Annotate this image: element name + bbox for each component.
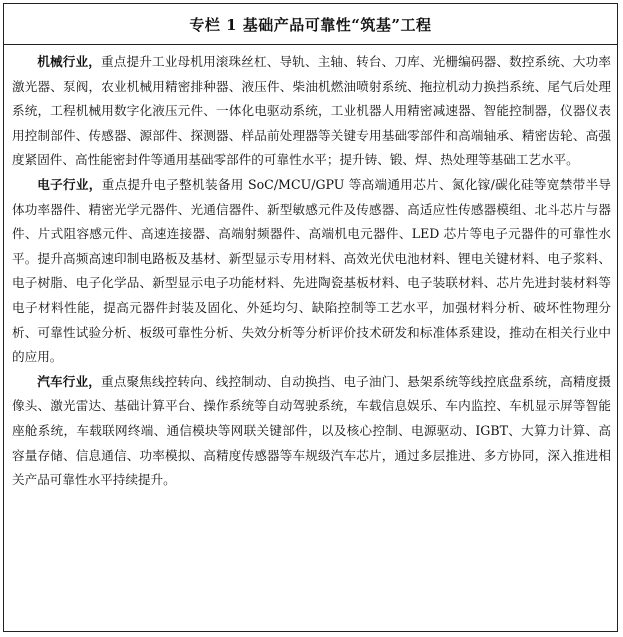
- section-electronics: [12, 173, 611, 370]
- feature-box: [3, 3, 618, 632]
- section-lead: 机械行业，: [37, 54, 101, 69]
- section-mechanical: [12, 50, 611, 173]
- section-text: 重点聚焦线控转向、线控制动、自动换挡、电子油门、悬架系统等线控底盘系统，高精度摄像头、激光雷达、基础计算平台、操作系统等自动驾驶系统，车载信息娱乐、车内监控、车机显示屏等智能座舱系统，车载联网终端、通信模块等网联关键部件，以及核心控制、电源驱动、IGBT、大算力计算、高容量存储、信息通信、功率模拟、高精度传感器等车规级汽车芯片，通过多层推进、多方协同，深入推进相关产品可靠性水平持续提升。: [12, 373, 612, 488]
- box-title: 专栏 1 基础产品可靠性“筑基”工程: [4, 4, 617, 45]
- section-automotive: [12, 370, 611, 493]
- section-lead: 电子行业，: [37, 176, 102, 192]
- section-text: 重点提升工业母机用滚珠丝杠、导轨、主轴、转台、刀库、光栅编码器、数控系统、大功率激光器、泵阀，农业机械用精密排种器、液压件、柴油机燃油喷射系统、拖拉机动力换挡系统、尾气后处理系统，工程机械用数字化液压元件、一体化电驱动系统，工业机器人用精密减速器、智能控制器，仪器仪表用控制部件、传感器、源部件、探测器、样品前处理器等关键专用基础零部件和高端轴承、精密齿轮、高强度紧固件、高性能密封件等通用基础零部件的可靠性水平；提升铸、锻、焊、热处理等基础工艺水平。: [12, 54, 612, 168]
- box-content: [4, 45, 617, 493]
- section-lead: 汽车行业，: [37, 373, 101, 389]
- section-text: 重点提升电子整机装备用 SoC/MCU/GPU 等高端通用芯片、氮化镓/碳化硅等宽禁带半导体功率器件、精密光学元器件、光通信器件、新型敏感元件及传感器、高适应性传感器模组、北斗芯片与器件、片式阻容感元件、高速连接器、高端射频器件、高端机电元器件、LED 芯片等电子元器件的可靠性水平。提升高频高速印制电路板及基材、新型显示专用材料、高效光伏电池材料、锂电关键材料、电子浆料、电子树脂、电子化学品、新型显示电子功能材料、先进陶瓷基板材料、电子装联材料、芯片先进封装材料等电子材料性能，提高元器件封装及固化、外延均匀、缺陷控制等工艺水平，加强材料分析、破坏性物理分析、可靠性试验分析、板级可靠性分析、失效分析等分析评价技术研发和标准体系建设，推动在相关行业中的应用。: [12, 176, 612, 365]
